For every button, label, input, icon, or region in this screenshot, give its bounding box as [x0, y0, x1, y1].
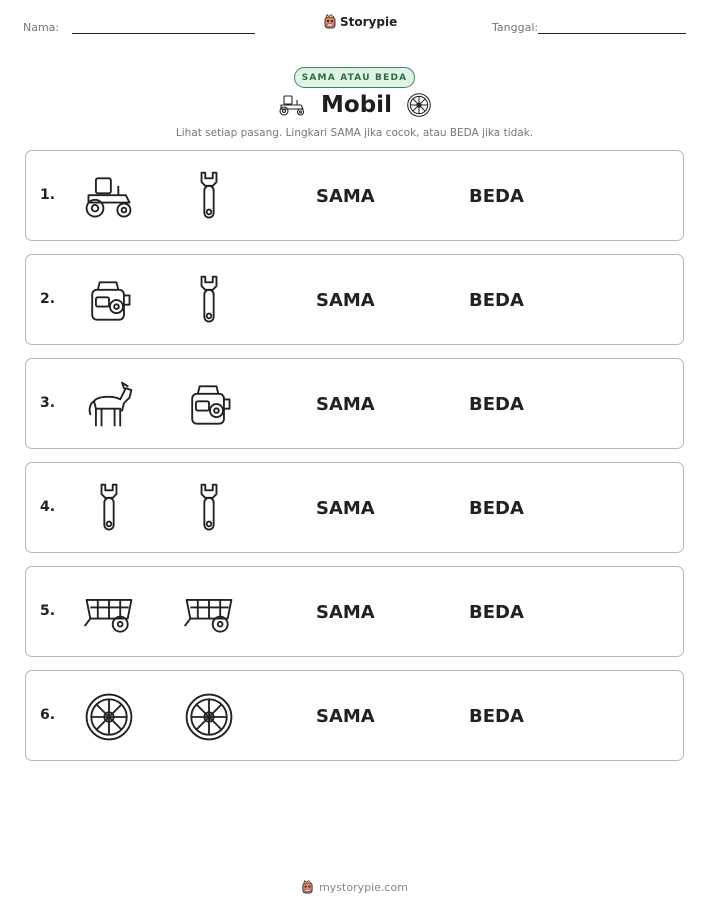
storypie-mascot-icon [323, 14, 337, 30]
question-number: 6. [40, 707, 56, 723]
wrench-icon [181, 273, 237, 329]
storypie-mascot-icon [301, 880, 314, 895]
different-option[interactable]: BEDA [469, 602, 524, 623]
footer-url[interactable]: mystorypie.com [319, 881, 408, 894]
tractor-icon [81, 169, 137, 225]
different-option[interactable]: BEDA [469, 394, 524, 415]
title-row [0, 92, 709, 118]
engine-icon [181, 377, 237, 433]
question-row-5 [25, 566, 684, 657]
different-option[interactable]: BEDA [469, 186, 524, 207]
date-label: Tanggal: [492, 21, 539, 34]
question-number: 2. [40, 291, 56, 307]
question-row-6 [25, 670, 684, 761]
footer [0, 880, 709, 895]
tractor-icon [277, 94, 307, 116]
worksheet-type-badge: SAMA ATAU BEDA [294, 67, 415, 88]
same-option[interactable]: SAMA [316, 290, 375, 311]
cart-icon [81, 585, 137, 641]
question-number: 3. [40, 395, 56, 411]
engine-icon [81, 273, 137, 329]
same-option[interactable]: SAMA [316, 498, 375, 519]
question-row-2 [25, 254, 684, 345]
brand-logo [323, 14, 397, 30]
question-row-3 [25, 358, 684, 449]
question-row-1 [25, 150, 684, 241]
instructions: Lihat setiap pasang. Lingkari SAMA jika cocok, atau BEDA jika tidak. [175, 127, 534, 139]
same-option[interactable]: SAMA [316, 706, 375, 727]
page-title: Mobil [321, 92, 392, 118]
date-field[interactable] [538, 33, 686, 34]
wheel-icon [81, 689, 137, 745]
wrench-icon [181, 481, 237, 537]
name-field[interactable] [72, 33, 255, 34]
question-number: 1. [40, 187, 56, 203]
question-number: 4. [40, 499, 56, 515]
wheel-icon [181, 689, 237, 745]
name-label: Nama: [23, 21, 60, 34]
cart-icon [181, 585, 237, 641]
different-option[interactable]: BEDA [469, 498, 524, 519]
wrench-icon [181, 169, 237, 225]
different-option[interactable]: BEDA [469, 706, 524, 727]
different-option[interactable]: BEDA [469, 290, 524, 311]
wrench-icon [81, 481, 137, 537]
same-option[interactable]: SAMA [316, 186, 375, 207]
wheel-icon [406, 92, 432, 118]
brand-name: Storypie [340, 15, 398, 29]
horse-icon [81, 377, 137, 433]
question-number: 5. [40, 603, 56, 619]
question-row-4 [25, 462, 684, 553]
same-option[interactable]: SAMA [316, 602, 375, 623]
same-option[interactable]: SAMA [316, 394, 375, 415]
